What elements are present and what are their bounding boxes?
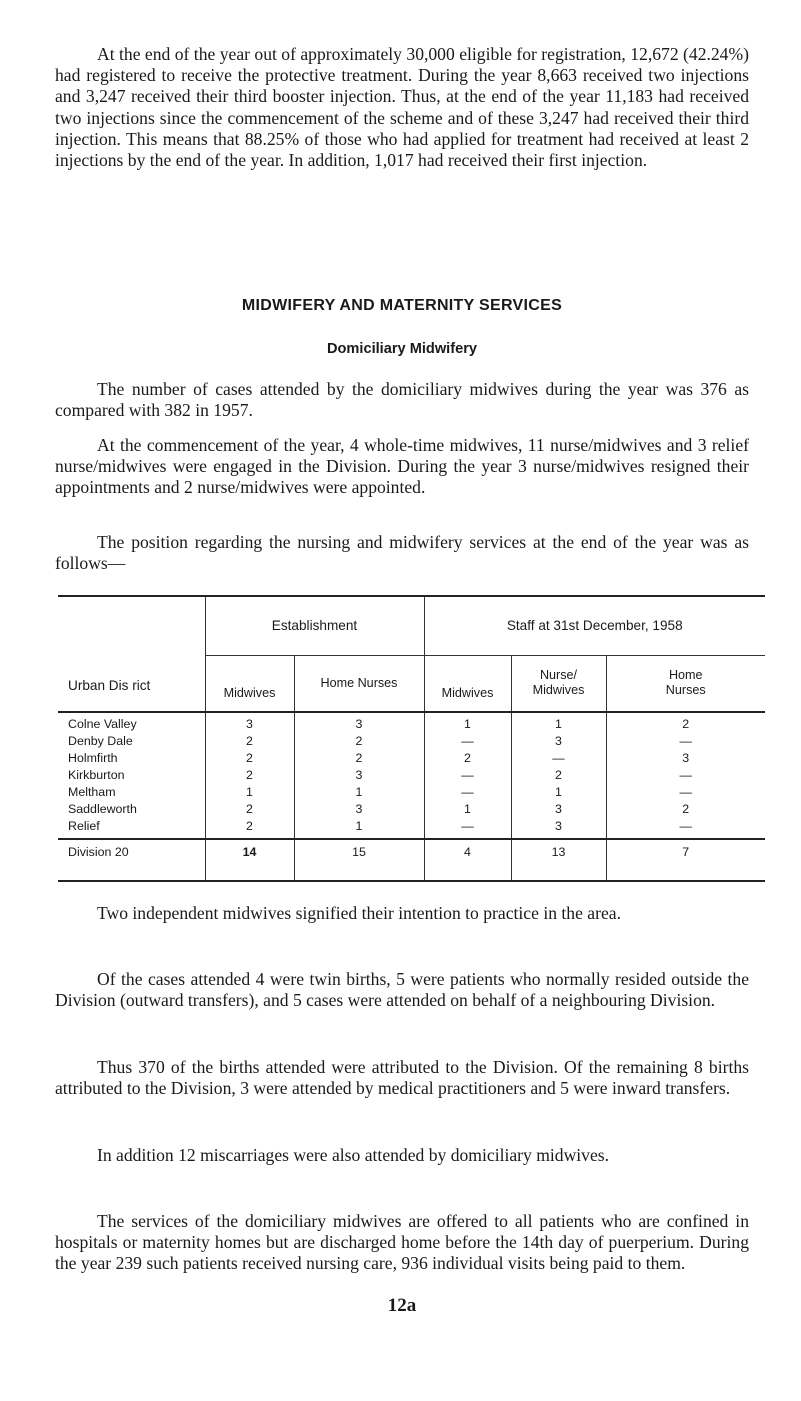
cases-paragraph: The number of cases attended by the domiciliary midwives during the year was 376 as compared with 382 in 1957. [55, 379, 749, 421]
est-home-nurses-cell: 1 [294, 817, 424, 839]
est-home-nurses-cell: 3 [294, 766, 424, 783]
miscarriages-paragraph: In addition 12 miscarriages were also attended by domiciliary midwives. [97, 1145, 610, 1165]
staff-nurse-midwives-cell: 2 [511, 766, 606, 783]
staff-nurse-midwives-cell: 3 [511, 817, 606, 839]
district-name: Holmfirth [58, 749, 205, 766]
est-midwives-cell: 2 [205, 766, 294, 783]
est-midwives-cell: 2 [205, 817, 294, 839]
intro-paragraph: At the end of the year out of approximately 30,000 eligible for registration, 12,672 (42.24%) had registered to receive the protective treatment. During the year 8,663 received two injections and 3,247 received their third booster injection. Thus, at the end of the year 11,183 had received two injections since the commencement of the scheme and of these 3,247 had received their third injection. This means that 88.25% of those who had applied for treatment had received at least 2 injections by the end of the year. In addition, 1,017 had received their first injection. [55, 44, 749, 171]
staff-midwives-cell: — [424, 732, 511, 749]
staff-home-nurses-cell: — [679, 784, 692, 799]
est-home-nurses-cell: 3 [294, 800, 424, 817]
est-midwives-header: Midwives [205, 655, 294, 712]
table-row [58, 749, 765, 766]
district-name: Kirkburton [58, 766, 205, 783]
total-label: Division 20 [58, 840, 205, 880]
table-row [58, 783, 765, 800]
staff-nurse-midwives-cell: 3 [511, 800, 606, 817]
section-heading: MIDWIFERY AND MATERNITY SERVICES [241, 297, 563, 314]
staff-home-nurses-cell: 3 [682, 750, 690, 765]
staff-home-nurses-header: Home Nurses [665, 668, 706, 698]
district-name: Meltham [58, 783, 205, 800]
births-attributed-paragraph: Thus 370 of the births attended were attributed to the Division. Of the remaining 8 births attributed to the Division, 3 were attended by medical practitioners and 5 were inward transfers. [55, 1057, 749, 1099]
staff-midwives-cell: 2 [424, 749, 511, 766]
district-name: Colne Valley [58, 713, 205, 732]
staff-midwives-cell: — [424, 817, 511, 839]
staff-table-wrapper [58, 595, 765, 882]
page-number: 12a [387, 1295, 417, 1316]
discharged-patients-paragraph: The services of the domiciliary midwives are offered to all patients who are confined in hospitals or maternity homes but are discharged home before the 14th day of puerperium. During the year 239 such patients received nursing care, 936 individual visits being paid to them. [55, 1211, 749, 1274]
total-staff-home-nurses: 7 [682, 845, 690, 859]
position-paragraph: The position regarding the nursing and midwifery services at the end of the year was as follows— [55, 532, 749, 574]
est-home-nurses-cell: 2 [294, 732, 424, 749]
total-row [58, 840, 765, 880]
staff-nurse-midwives-cell: 1 [511, 713, 606, 732]
total-staff-nurse-midwives: 13 [511, 840, 606, 880]
establishment-header: Establishment [205, 597, 424, 655]
staff-nurse-midwives-header: Nurse/ Midwives [511, 655, 606, 712]
table-bottom-rule [58, 880, 765, 882]
staff-nurse-midwives-cell: — [511, 749, 606, 766]
staff-home-nurses-cell: 2 [682, 801, 690, 816]
staff-nurse-midwives-cell: 1 [511, 783, 606, 800]
table-row [58, 817, 765, 839]
district-name: Relief [58, 817, 205, 839]
staff-midwives-header: Midwives [424, 655, 511, 712]
total-est-home-nurses: 15 [294, 840, 424, 880]
staff-home-nurses-cell: 2 [682, 717, 690, 731]
est-home-nurses-cell: 1 [294, 783, 424, 800]
total-staff-midwives: 4 [424, 840, 511, 880]
staff-nurse-midwives-cell: 3 [511, 732, 606, 749]
staff-home-nurses-cell: — [679, 733, 692, 748]
staff-midwives-cell: 1 [424, 800, 511, 817]
table-row [58, 766, 765, 783]
subsection-heading: Domiciliary Midwifery [326, 341, 478, 357]
staffing-paragraph: At the commencement of the year, 4 whole-time midwives, 11 nurse/midwives and 3 relief nurse/midwives were engaged in the Division. During the year 3 nurse/midwives resigned their appointments and 2 nurse/midwives were appointed. [55, 435, 749, 498]
table-row [58, 732, 765, 749]
est-midwives-cell: 2 [205, 732, 294, 749]
est-midwives-cell: 2 [205, 749, 294, 766]
twin-births-paragraph: Of the cases attended 4 were twin births, 5 were patients who normally resided outside the Division (outward transfers), and 5 cases were attended on behalf of a neighbouring Division. [55, 969, 749, 1011]
est-midwives-cell: 2 [205, 800, 294, 817]
staff-midwives-cell: — [424, 783, 511, 800]
independent-midwives-paragraph: Two independent midwives signified their intention to practice in the area. [97, 903, 621, 923]
est-home-nurses-header: Home Nurses [294, 655, 424, 712]
district-column-header: Urban Dis rict [58, 597, 205, 712]
district-name: Saddleworth [58, 800, 205, 817]
staff-header: Staff at 31st December, 1958 [424, 597, 765, 655]
total-est-midwives: 14 [205, 840, 294, 880]
staff-home-nurses-cell: — [679, 767, 692, 782]
district-name: Denby Dale [58, 732, 205, 749]
est-midwives-cell: 1 [205, 783, 294, 800]
staff-home-nurses-cell: — [679, 818, 692, 833]
table-row [58, 800, 765, 817]
staff-table [58, 597, 765, 880]
table-row [58, 713, 765, 732]
est-midwives-cell: 3 [205, 713, 294, 732]
staff-midwives-cell: 1 [424, 713, 511, 732]
est-home-nurses-cell: 2 [294, 749, 424, 766]
staff-midwives-cell: — [424, 766, 511, 783]
est-home-nurses-cell: 3 [294, 713, 424, 732]
